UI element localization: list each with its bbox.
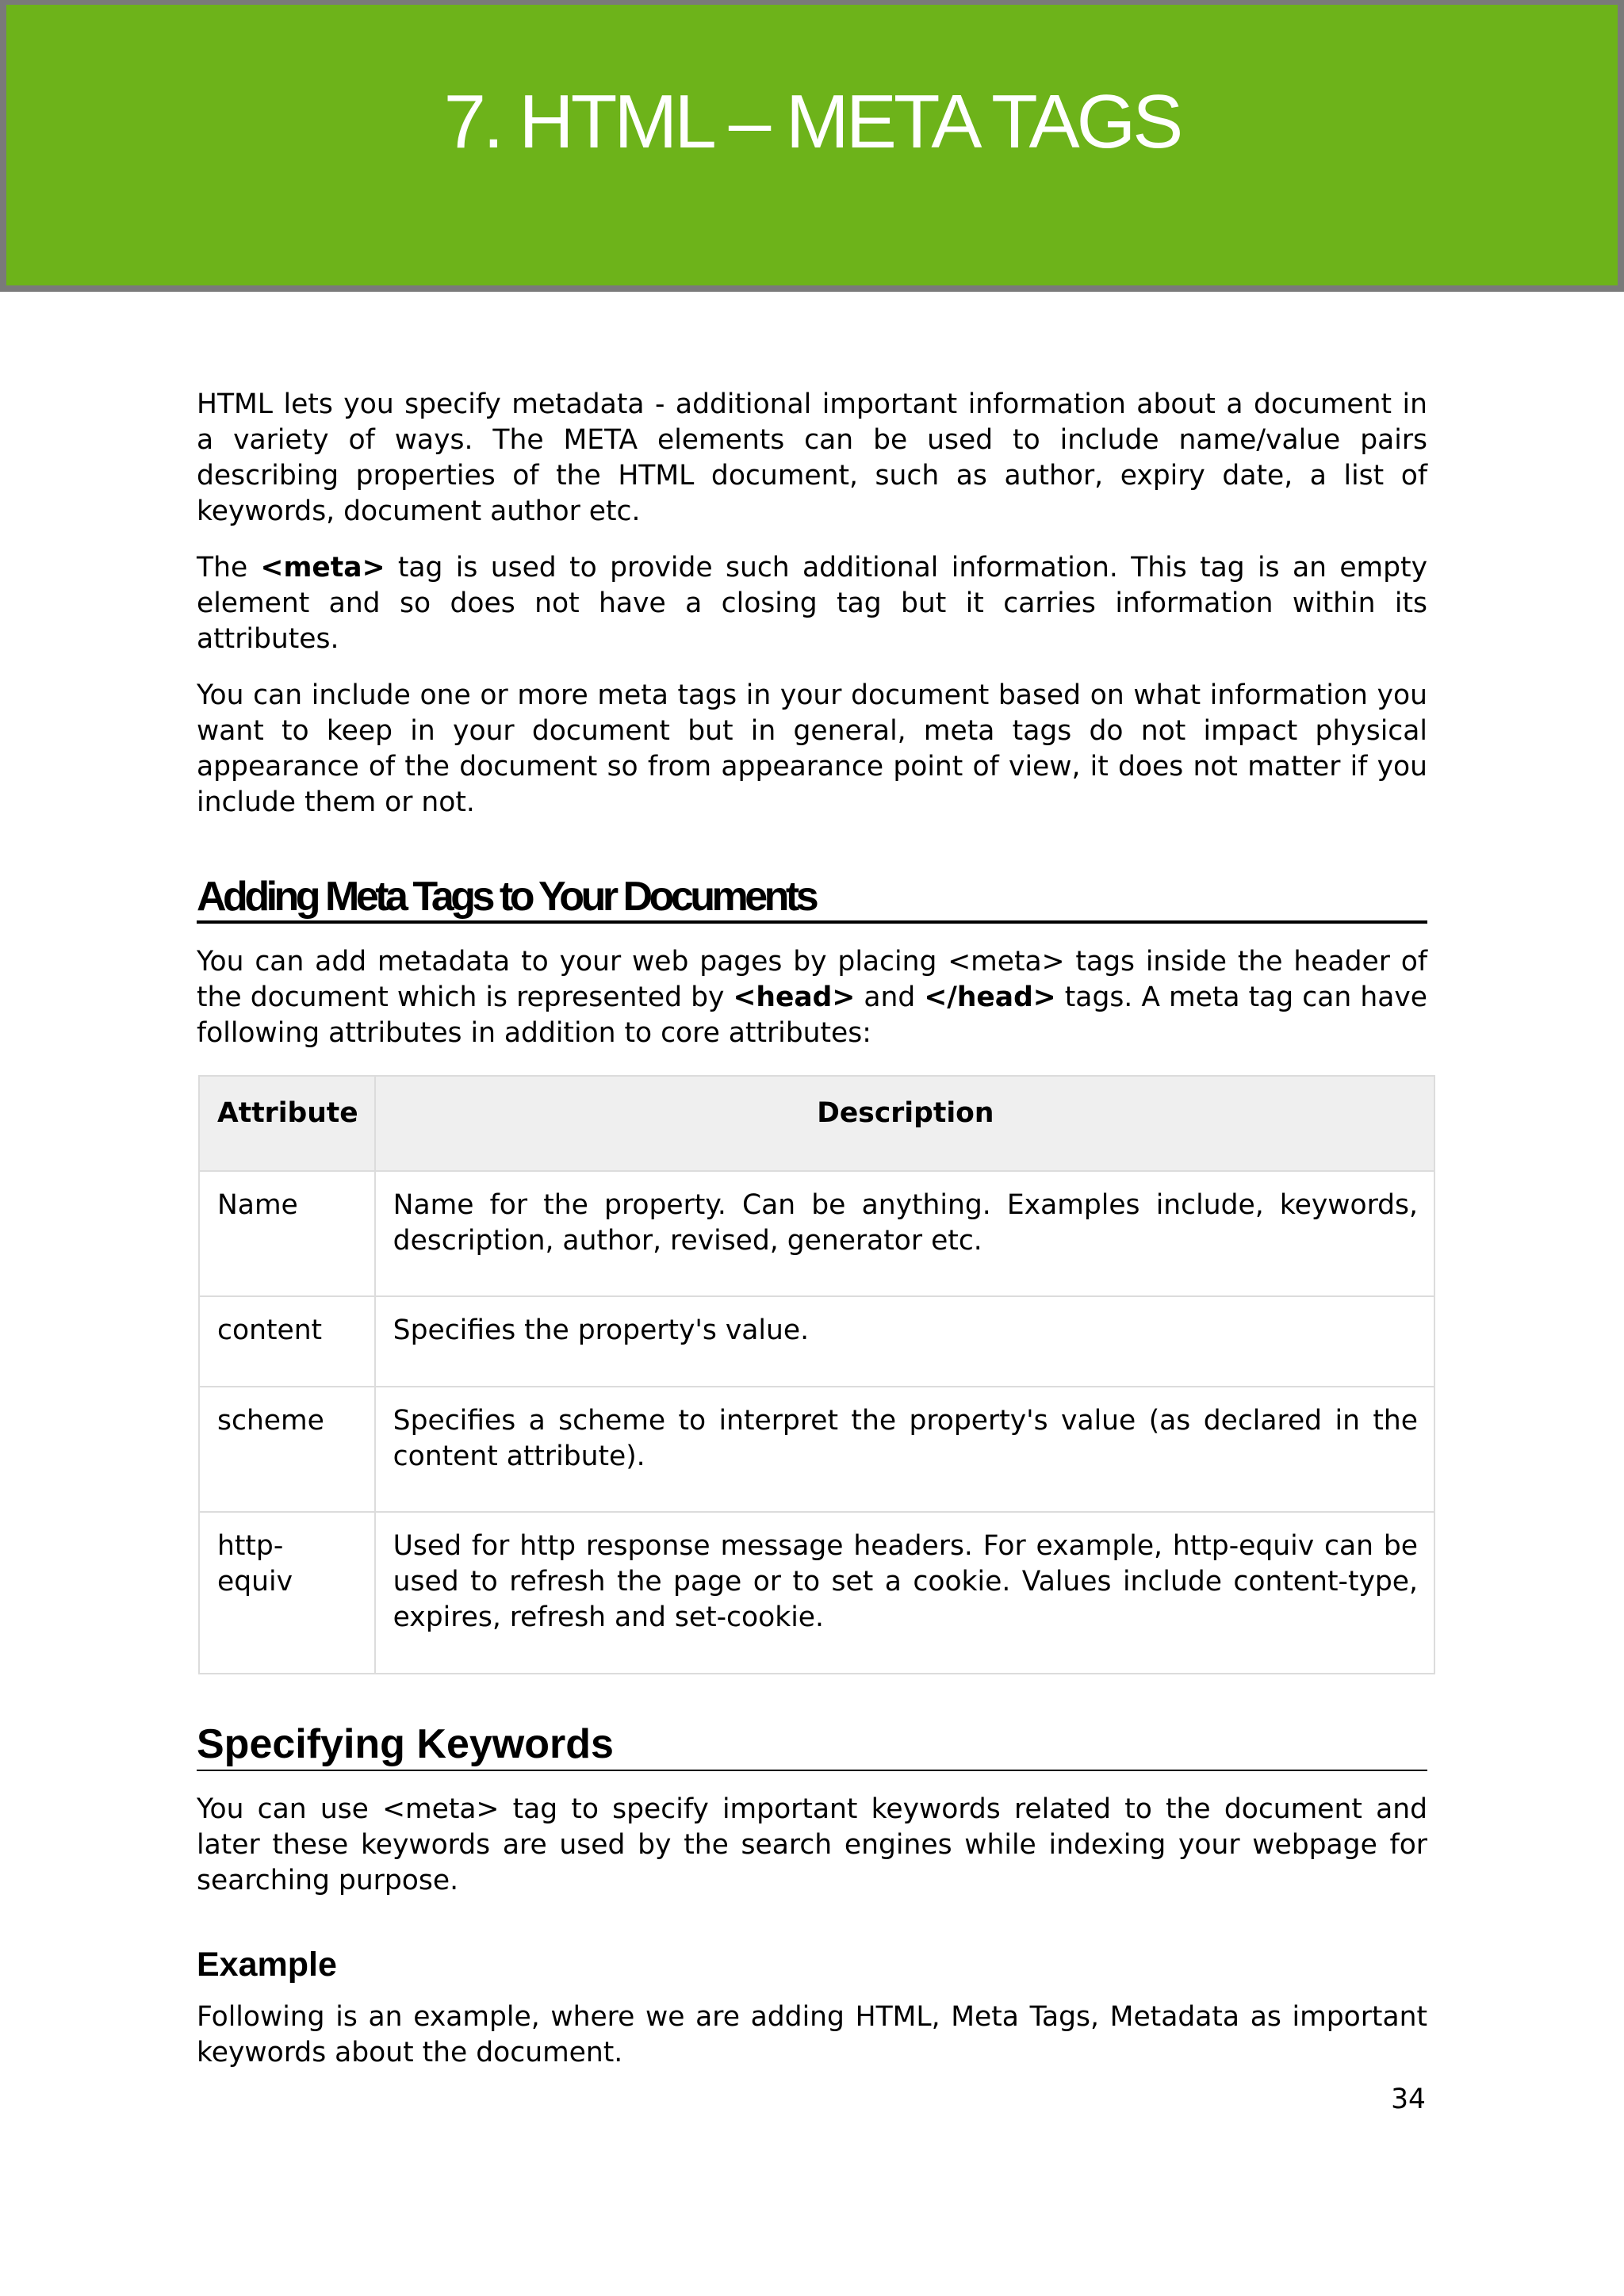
attribute-cell: Name: [199, 1171, 375, 1296]
attribute-cell: http-equiv: [199, 1512, 375, 1674]
page-number: 34: [1391, 2084, 1426, 2115]
adding-text-before: You can add metadata to your web pages by placing <meta> tags inside the header of the document which is represented by: [197, 946, 1427, 1013]
example-paragraph: Following is an example, where we are adding HTML, Meta Tags, Metadata as important keywords about the document.: [197, 2001, 1427, 2068]
attribute-cell: scheme: [199, 1387, 375, 1512]
chapter-banner: [0, 0, 1624, 292]
description-cell: Name for the property. Can be anything. Examples include, keywords, description, author, revised, generator etc.: [375, 1171, 1434, 1296]
table-row: [199, 1296, 1434, 1387]
description-cell: Specifies the property's value.: [375, 1296, 1434, 1387]
table-header-description: Description: [375, 1076, 1434, 1171]
table-row: [199, 1171, 1434, 1296]
head-open-code: <head>: [733, 982, 856, 1013]
head-close-code: </head>: [924, 982, 1056, 1013]
adding-meta-tags-heading: Adding Meta Tags to Your Documents: [197, 876, 1427, 924]
intro-paragraph-3: You can include one or more meta tags in your document based on what information you want to keep in your document but in general, meta tags do not impact physical appearance of the document so from appearance point of view, it does not matter if you include them or not.: [197, 679, 1427, 818]
intro-paragraph-2: [197, 550, 1427, 657]
adding-text-after: tags. A meta tag can have following attributes in addition to core attributes:: [197, 982, 1427, 1049]
adding-meta-tags-paragraph: [197, 944, 1427, 1051]
intro-paragraph-1: HTML lets you specify metadata - additional important information about a document in a variety of ways. The META elements can be used to include name/value pairs describing properties of the HTML document, such as author, expiry date, a list of keywords, document author etc.: [197, 388, 1427, 527]
adding-text-mid: and: [855, 982, 925, 1013]
specifying-keywords-heading: Specifying Keywords: [197, 1724, 1427, 1771]
intro-p2-text-after: tag is used to provide such additional information. This tag is an empty element and so does not have a closing tag but it carries information within its attributes.: [197, 552, 1427, 655]
chapter-title: 7. HTML – META TAGS: [443, 79, 1181, 164]
description-cell: Specifies a scheme to interpret the property's value (as declared in the content attribute).: [375, 1387, 1434, 1512]
example-heading: Example: [197, 1946, 337, 1984]
table-row: [199, 1387, 1434, 1512]
description-cell: Used for http response message headers. For example, http-equiv can be used to refresh the page or to set a cookie. Values include content-type, expires, refresh and set-cookie.: [375, 1512, 1434, 1674]
table-header-attribute: Attribute: [199, 1076, 375, 1171]
intro-p2-text-before: The: [197, 552, 261, 584]
meta-tag-code: <meta>: [260, 552, 385, 584]
keywords-paragraph: You can use <meta> tag to specify important keywords related to the document and later these keywords are used by the search engines while indexing your webpage for searching purpose.: [197, 1793, 1427, 1896]
attribute-cell: content: [199, 1296, 375, 1387]
table-header-row: [199, 1076, 1434, 1171]
page-content: [197, 387, 1427, 2091]
meta-attributes-table: [198, 1075, 1435, 1674]
table-row: [199, 1512, 1434, 1674]
